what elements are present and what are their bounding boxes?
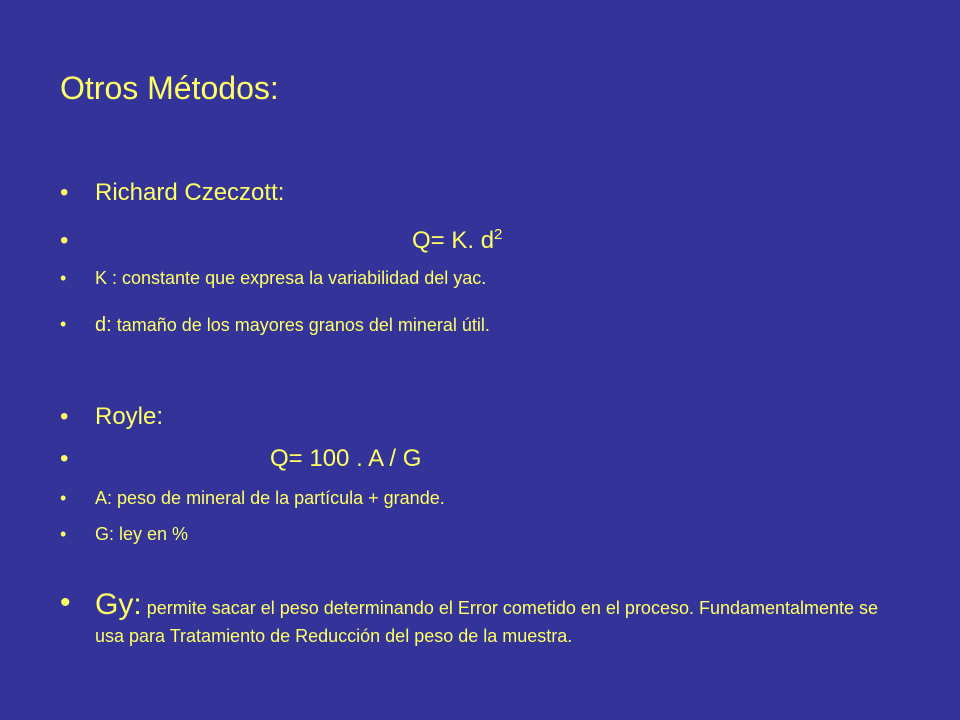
czeczott-d-symbol: d: xyxy=(95,314,112,336)
bullet: • xyxy=(60,314,67,334)
gy-item xyxy=(60,588,900,688)
royle-g-definition: G: ley en % xyxy=(95,524,189,544)
bullet: • xyxy=(60,403,69,430)
czeczott-formula-exponent: 2 xyxy=(494,226,503,243)
royle-a-definition: A: peso de mineral de la partícula + grande. xyxy=(95,488,445,508)
bullet: • xyxy=(60,268,67,288)
royle-heading: Royle: xyxy=(95,403,164,430)
gy-text: permite sacar el peso determinando el Error cometido en el proceso. Fundamentalmente se usa para Tratamiento de Reducción del peso de la muestra xyxy=(95,598,879,646)
slide-title: Otros Métodos: xyxy=(60,70,279,106)
royle-formula-item xyxy=(60,444,900,474)
royle-g-item xyxy=(60,522,900,546)
bullet: • xyxy=(60,586,71,619)
czeczott-k-definition: K : constante que expresa la variabilidad del yac. xyxy=(95,268,487,288)
czeczott-k-item xyxy=(60,266,900,290)
bullet: • xyxy=(60,488,67,508)
bullet: • xyxy=(60,227,69,254)
royle-heading-item xyxy=(60,402,900,432)
czeczott-d-definition xyxy=(95,312,900,338)
czeczott-formula-item xyxy=(60,226,900,256)
royle-formula: Q= 100 . A / G xyxy=(270,445,422,472)
czeczott-d-text: tamaño de los mayores granos del mineral útil. xyxy=(116,315,490,335)
czeczott-formula xyxy=(412,226,502,256)
royle-a-item xyxy=(60,486,900,510)
gy-heading: Gy: xyxy=(95,588,142,621)
czeczott-heading: Richard Czeczott: xyxy=(95,179,285,206)
czeczott-formula-base: Q= K. d xyxy=(412,227,495,254)
bullet: • xyxy=(60,445,69,472)
bullet: • xyxy=(60,524,67,544)
bullet: • xyxy=(60,179,69,206)
gy-paragraph xyxy=(95,588,900,650)
czeczott-d-item xyxy=(60,312,900,338)
czeczott-heading-item xyxy=(60,178,900,208)
gy-end: . xyxy=(567,626,573,646)
